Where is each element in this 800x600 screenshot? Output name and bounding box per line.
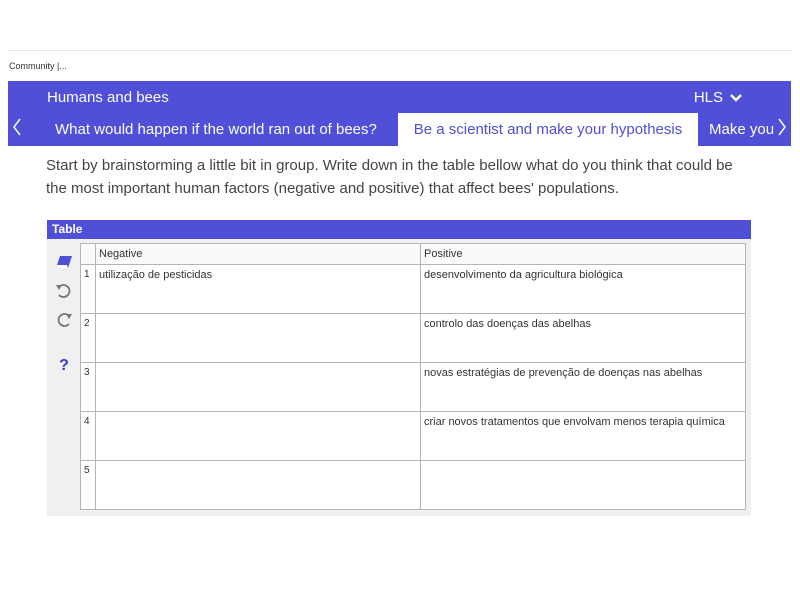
negative-cell[interactable] bbox=[96, 461, 421, 510]
row-number-header bbox=[81, 244, 96, 265]
cell-text: novas estratégias de prevenção de doenças nas abelhas bbox=[424, 367, 703, 379]
cell-text bbox=[421, 461, 745, 465]
tab-world-ran-out-of-bees[interactable]: What would happen if the world ran out of bees? bbox=[55, 121, 377, 138]
tab-bar bbox=[8, 113, 791, 146]
column-header-label: Negative bbox=[99, 248, 143, 260]
page-header bbox=[8, 81, 791, 113]
positive-cell[interactable] bbox=[421, 314, 746, 363]
user-menu-label: HLS bbox=[693, 89, 723, 106]
table-toolbar bbox=[47, 239, 80, 516]
positive-cell[interactable] bbox=[421, 461, 746, 510]
tab-make-your[interactable]: Make you bbox=[709, 121, 775, 138]
cell-text bbox=[96, 363, 420, 367]
redo-icon bbox=[55, 311, 73, 334]
table-header-row bbox=[81, 244, 746, 265]
cell-text: utilização de pesticidas bbox=[99, 269, 213, 281]
row-number bbox=[81, 412, 96, 461]
cell-text bbox=[96, 412, 420, 416]
instructions-text: Start by brainstorming a little bit in group. Write down in the table bellow what do you think that could be the most important human factors (negative and positive) that affect bees' populations. bbox=[46, 157, 733, 197]
row-number bbox=[81, 265, 96, 314]
page-title: Humans and bees bbox=[47, 89, 169, 106]
user-menu[interactable] bbox=[694, 89, 743, 106]
table-panel-header bbox=[47, 220, 751, 239]
column-header-label: Positive bbox=[424, 248, 463, 260]
row-number-label: 1 bbox=[84, 269, 90, 280]
table-row bbox=[81, 363, 746, 412]
top-divider bbox=[8, 50, 792, 51]
negative-cell[interactable] bbox=[96, 412, 421, 461]
chevron-down-icon bbox=[729, 93, 743, 103]
row-number-label: 5 bbox=[84, 465, 90, 476]
help-button[interactable]: ? bbox=[59, 357, 69, 374]
table-row bbox=[81, 265, 746, 314]
cell-text bbox=[96, 461, 420, 465]
cell-text bbox=[96, 314, 420, 318]
tab-scroll-right-button[interactable] bbox=[773, 113, 791, 146]
column-header-negative bbox=[96, 244, 421, 265]
redo-button[interactable] bbox=[53, 311, 75, 333]
tab-be-a-scientist[interactable]: Be a scientist and make your hypothesis bbox=[398, 113, 698, 146]
negative-cell[interactable] bbox=[96, 363, 421, 412]
hypothesis-table bbox=[80, 243, 746, 510]
negative-cell[interactable] bbox=[96, 265, 421, 314]
eraser-button[interactable] bbox=[53, 253, 75, 275]
tab-scroll-left-button[interactable] bbox=[8, 113, 26, 146]
table-panel-title: Table bbox=[52, 222, 83, 236]
row-number-label: 3 bbox=[84, 367, 90, 378]
cell-text: controlo das doenças das abelhas bbox=[424, 318, 591, 330]
cell-text: desenvolvimento da agricultura biológica bbox=[424, 269, 623, 281]
negative-cell[interactable] bbox=[96, 314, 421, 363]
row-number-label: 4 bbox=[84, 416, 90, 427]
row-number bbox=[81, 363, 96, 412]
table-row bbox=[81, 314, 746, 363]
positive-cell[interactable] bbox=[421, 363, 746, 412]
table-row bbox=[81, 412, 746, 461]
undo-icon bbox=[55, 282, 73, 305]
undo-button[interactable] bbox=[53, 282, 75, 304]
row-number bbox=[81, 461, 96, 510]
positive-cell[interactable] bbox=[421, 265, 746, 314]
breadcrumb[interactable]: Community |... bbox=[9, 61, 67, 71]
eraser-icon bbox=[54, 255, 74, 274]
chevron-left-icon bbox=[12, 117, 22, 142]
positive-cell[interactable] bbox=[421, 412, 746, 461]
cell-text: criar novos tratamentos que envolvam menos terapia química bbox=[424, 416, 725, 428]
table-row bbox=[81, 461, 746, 510]
column-header-positive bbox=[421, 244, 746, 265]
row-number-label: 2 bbox=[84, 318, 90, 329]
chevron-right-icon bbox=[777, 117, 787, 142]
row-number bbox=[81, 314, 96, 363]
